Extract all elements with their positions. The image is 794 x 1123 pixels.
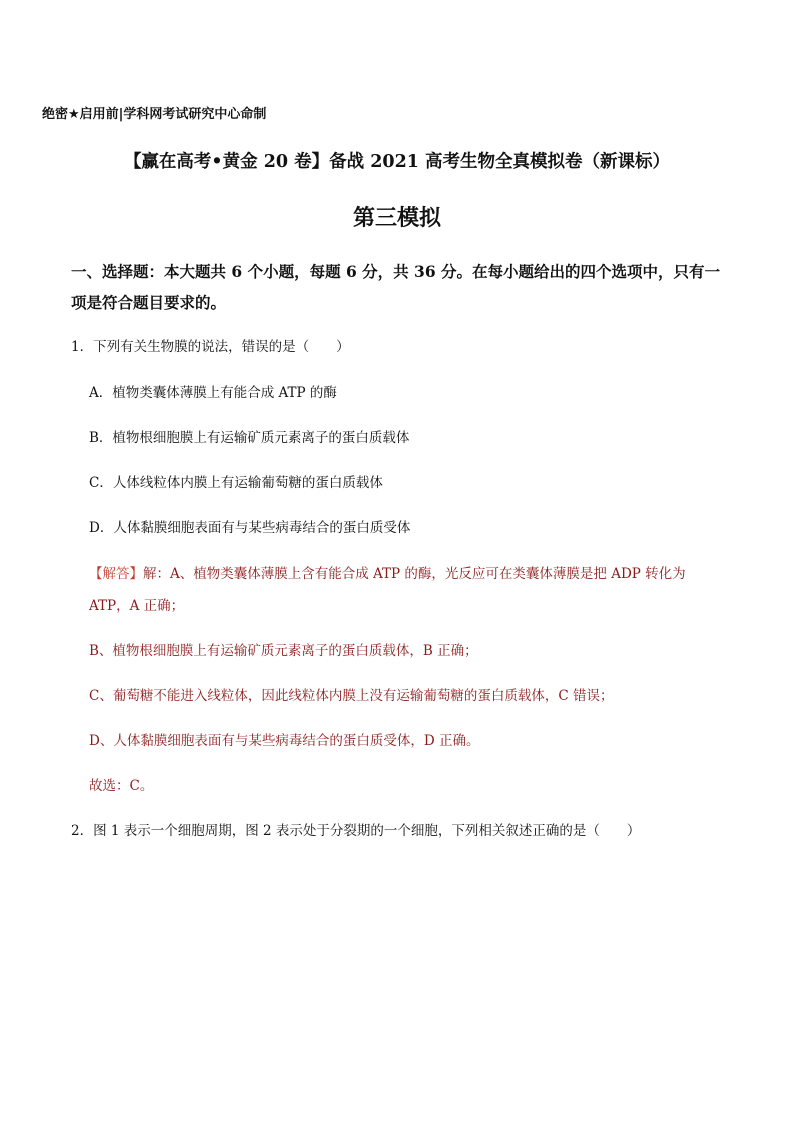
answer-conclusion: 故选：C。 [89,778,154,794]
answer-line-2: ATP，A 正确； [89,598,185,614]
question-1-option-b: B．植物根细胞膜上有运输矿质元素离子的蛋白质载体 [89,430,410,446]
header-note: 绝密★启用前|学科网考试研究中心命制 [42,107,267,122]
answer-text-1: 解：A、植物类囊体薄膜上含有能合成 ATP 的酶，光反应可在类囊体薄膜是把 ADP 转化为 [143,566,686,582]
section-heading [71,256,735,318]
question-2-stem: 2．图 1 表示一个细胞周期，图 2 表示处于分裂期的一个细胞，下列相关叙述正确的是（ ） [71,823,641,839]
page-subtitle: 第三模拟 [352,206,441,231]
answer-line-1 [89,562,686,582]
answer-tag: 【解答】 [89,566,143,582]
answer-line-3: B、植物根细胞膜上有运输矿质元素离子的蛋白质载体，B 正确； [89,643,478,659]
section-heading-line-1: 一、选择题：本大题共 6 个小题，每题 6 分，共 36 分。在每小题给出的四个选项中，只有一 [71,262,721,281]
answer-line-4: C、葡萄糖不能进入线粒体，因此线粒体内膜上没有运输葡萄糖的蛋白质载体，C 错误； [89,688,614,704]
question-1-option-c: C．人体线粒体内膜上有运输葡萄糖的蛋白质载体 [89,475,383,491]
answer-line-5: D、人体黏膜细胞表面有与某些病毒结合的蛋白质受体，D 正确。 [89,733,480,749]
question-1-stem: 1．下列有关生物膜的说法，错误的是（ ） [71,339,350,355]
page-title: 【赢在高考•黄金 20 卷】备战 2021 高考生物全真模拟卷（新课标） [123,152,671,172]
question-1-option-a: A．植物类囊体薄膜上有能合成 ATP 的酶 [89,385,337,401]
section-heading-line-2: 项是符合题目要求的。 [71,293,227,312]
question-1-option-d: D．人体黏膜细胞表面有与某些病毒结合的蛋白质受体 [89,520,411,536]
